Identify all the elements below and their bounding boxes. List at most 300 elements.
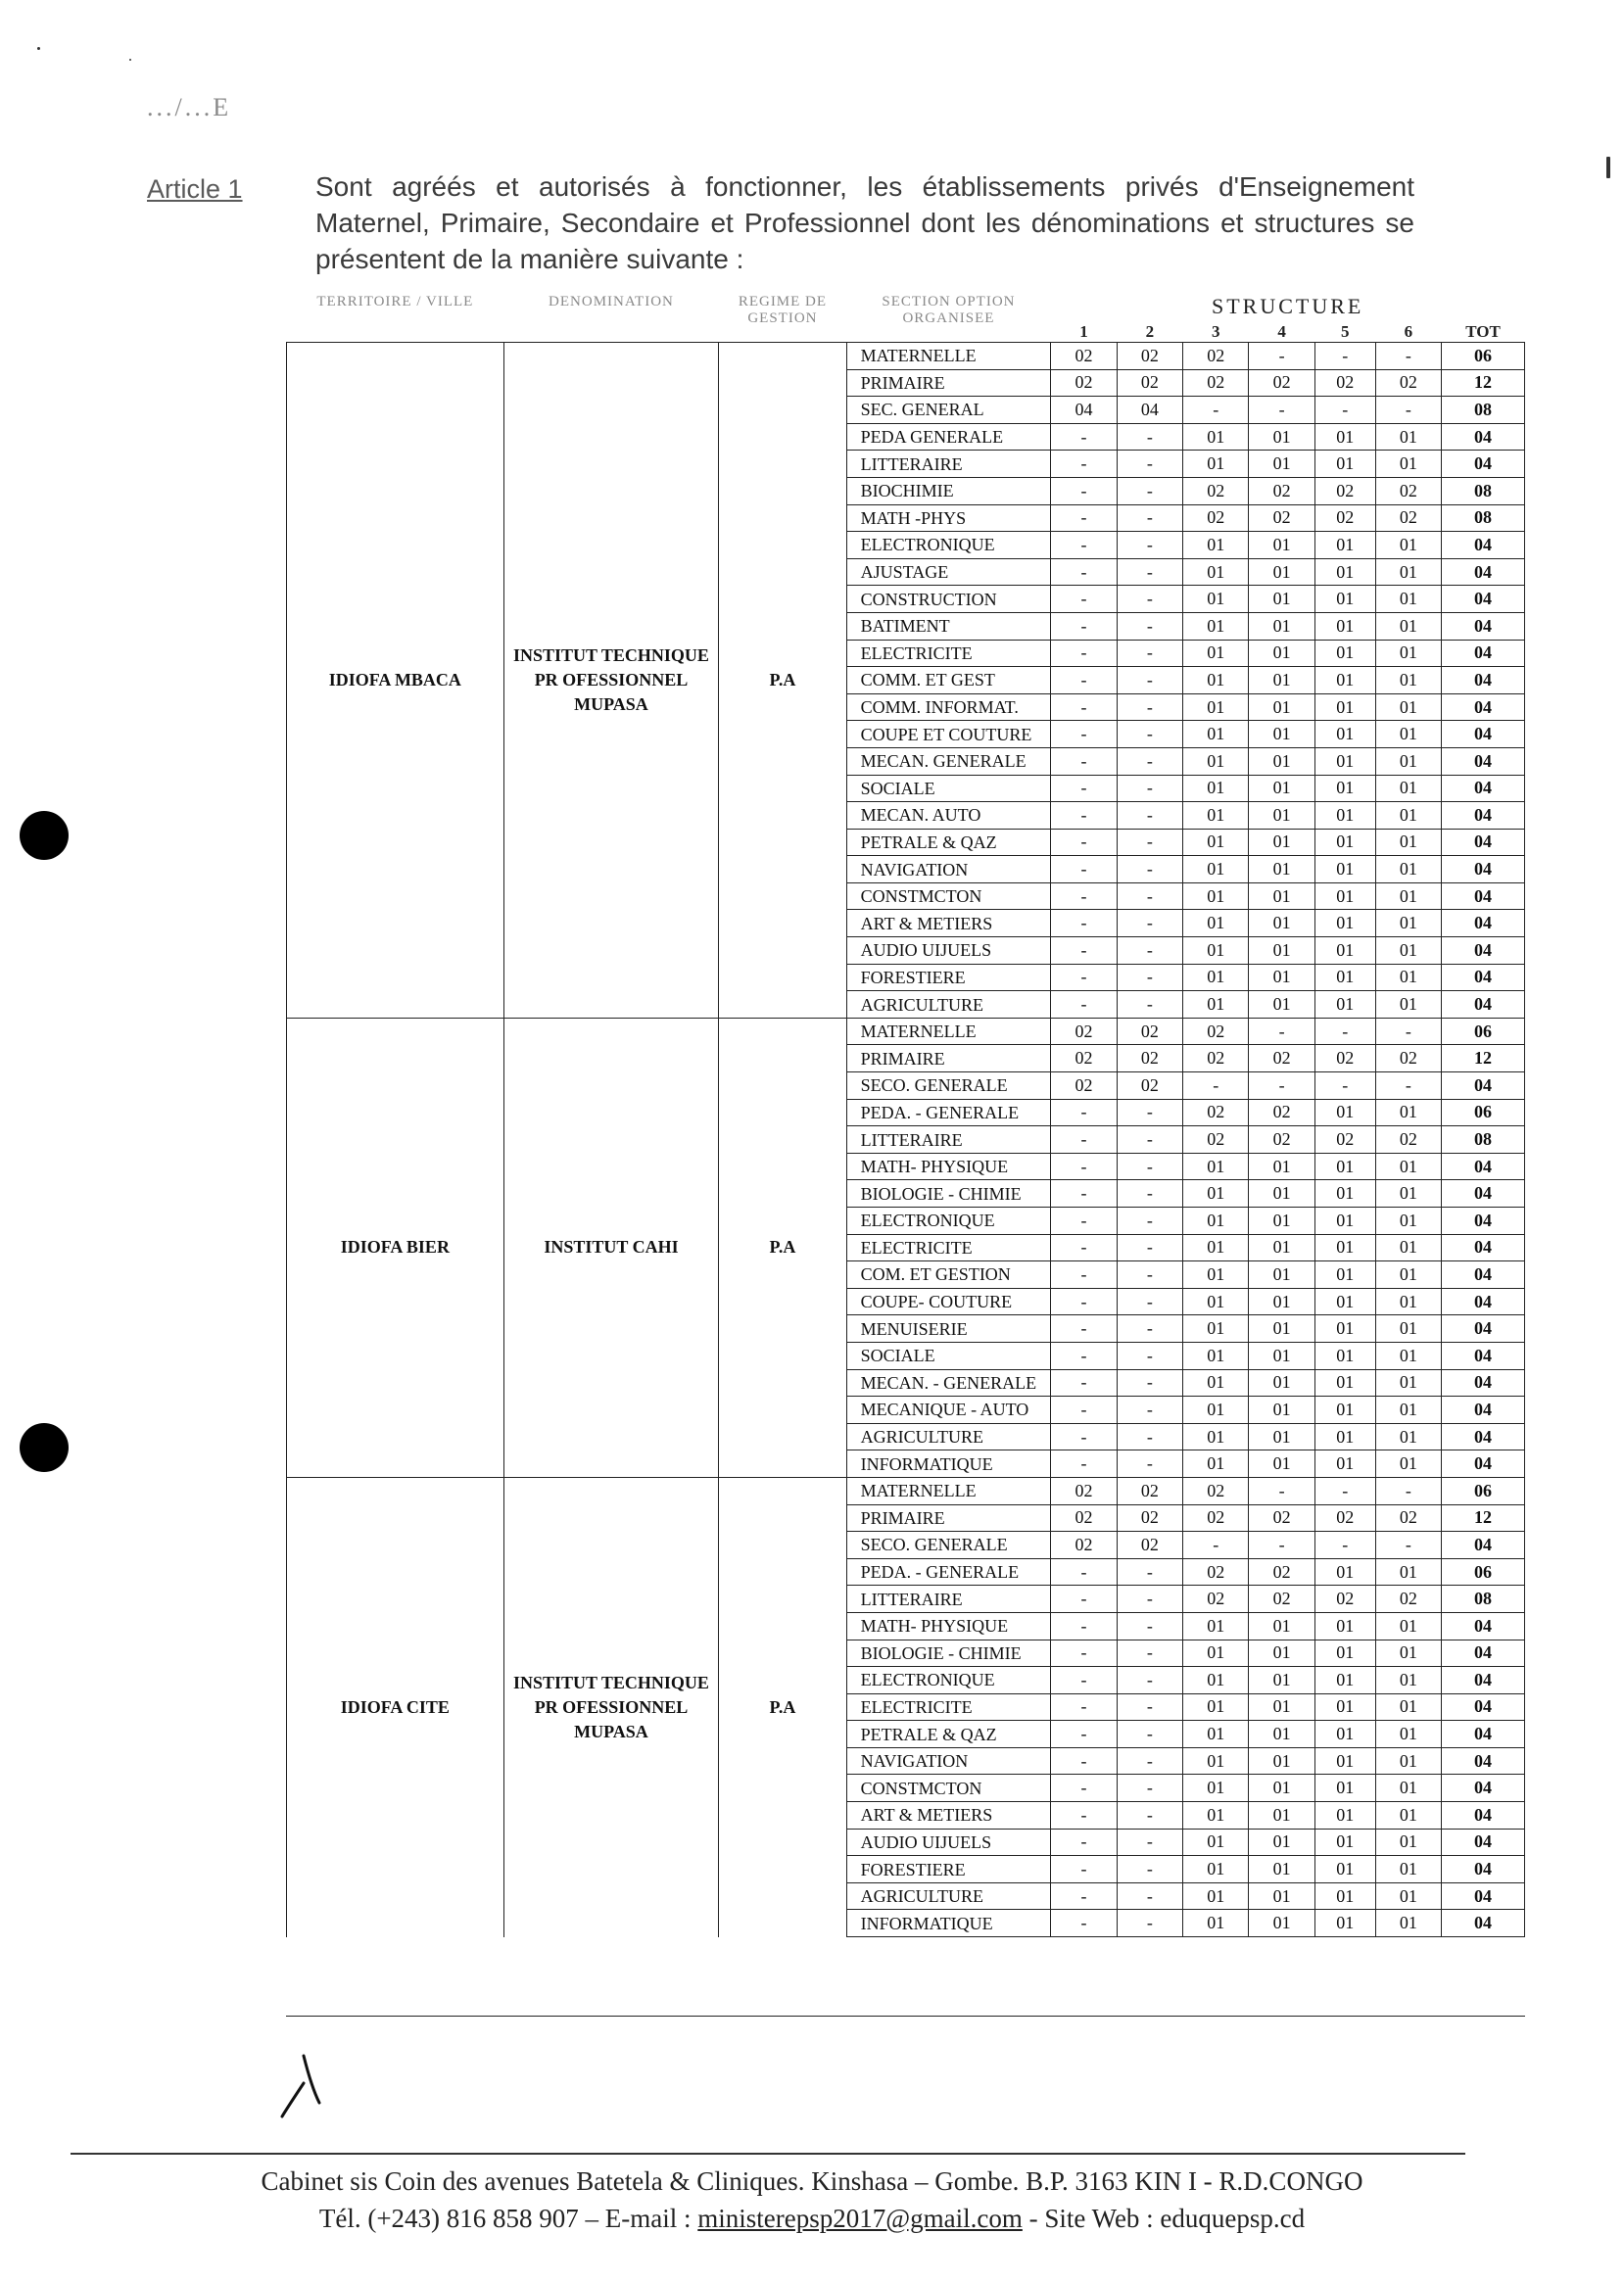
level-1-cell: - <box>1051 882 1117 910</box>
section-cell: CONSTMCTON <box>846 1775 1051 1802</box>
level-2-cell: - <box>1117 1180 1182 1208</box>
level-4-cell: 02 <box>1249 504 1314 532</box>
level-3-cell: 01 <box>1183 558 1249 586</box>
section-cell: SECO. GENERALE <box>846 1532 1051 1559</box>
level-4-cell: 01 <box>1249 1153 1314 1180</box>
level-6-cell: 01 <box>1375 1802 1441 1830</box>
table-row <box>287 343 1525 370</box>
level-3-cell: 01 <box>1183 721 1249 748</box>
section-cell: NAVIGATION <box>846 1747 1051 1775</box>
section-cell: SECO. GENERALE <box>846 1072 1051 1100</box>
total-cell: 04 <box>1442 1910 1525 1937</box>
level-1-cell: - <box>1051 991 1117 1019</box>
level-5-cell: 01 <box>1314 1612 1375 1640</box>
structure-table <box>286 294 1525 1937</box>
level-6-cell: 01 <box>1375 586 1441 613</box>
total-cell: 04 <box>1442 775 1525 802</box>
level-4-cell: 01 <box>1249 721 1314 748</box>
level-1-cell: 02 <box>1051 1532 1117 1559</box>
territoire-cell: IDIOFA MBACA <box>287 343 504 1019</box>
level-2-cell: - <box>1117 1640 1182 1667</box>
level-1-cell: - <box>1051 1721 1117 1748</box>
level-2-cell: - <box>1117 1667 1182 1694</box>
level-2-cell: 02 <box>1117 343 1182 370</box>
section-cell: AGRICULTURE <box>846 1423 1051 1450</box>
total-cell: 04 <box>1442 612 1525 640</box>
level-1-cell: - <box>1051 1099 1117 1126</box>
total-cell: 04 <box>1442 558 1525 586</box>
level-1-cell: - <box>1051 721 1117 748</box>
section-cell: COMM. ET GEST <box>846 667 1051 694</box>
section-cell: PRIMAIRE <box>846 369 1051 397</box>
level-2-cell: 02 <box>1117 1018 1182 1045</box>
level-2-cell: - <box>1117 937 1182 965</box>
level-1-cell: - <box>1051 1829 1117 1856</box>
level-6-cell: 01 <box>1375 721 1441 748</box>
level-4-cell: 01 <box>1249 1693 1314 1721</box>
level-2-cell: - <box>1117 1856 1182 1883</box>
punch-hole <box>20 1423 69 1472</box>
level-1-cell: 02 <box>1051 1477 1117 1504</box>
total-cell: 04 <box>1442 937 1525 965</box>
level-4-cell: 01 <box>1249 1315 1314 1343</box>
section-cell: PEDA. - GENERALE <box>846 1558 1051 1586</box>
level-4-cell: 01 <box>1249 1856 1314 1883</box>
footer-email-link[interactable]: ministerepsp2017@gmail.com <box>697 2204 1023 2233</box>
level-2-cell: - <box>1117 1721 1182 1748</box>
level-1-cell: - <box>1051 1369 1117 1397</box>
level-5-cell: 01 <box>1314 532 1375 559</box>
level-3-cell: 01 <box>1183 775 1249 802</box>
level-5-cell: 01 <box>1314 1180 1375 1208</box>
level-6-cell: - <box>1375 1477 1441 1504</box>
level-5-cell: 01 <box>1314 1450 1375 1478</box>
section-cell: SEC. GENERAL <box>846 397 1051 424</box>
section-cell: COM. ET GESTION <box>846 1261 1051 1289</box>
level-5-cell: 01 <box>1314 1802 1375 1830</box>
level-2-cell: - <box>1117 1802 1182 1830</box>
level-2-cell: - <box>1117 667 1182 694</box>
level-6-cell: 01 <box>1375 1397 1441 1424</box>
total-cell: 04 <box>1442 856 1525 883</box>
scan-speck <box>1606 157 1610 178</box>
section-cell: BATIMENT <box>846 612 1051 640</box>
level-6-cell: 01 <box>1375 1423 1441 1450</box>
level-4-cell: 01 <box>1249 1208 1314 1235</box>
level-6-cell: 01 <box>1375 747 1441 775</box>
level-4-cell: 01 <box>1249 1288 1314 1315</box>
level-6-cell: 02 <box>1375 1126 1441 1154</box>
section-cell: INFORMATIQUE <box>846 1450 1051 1478</box>
structure-table-wrap <box>286 294 1530 1937</box>
total-cell: 04 <box>1442 640 1525 667</box>
level-3-cell: 01 <box>1183 1802 1249 1830</box>
total-cell: 04 <box>1442 1856 1525 1883</box>
level-2-cell: - <box>1117 1558 1182 1586</box>
header-total: TOT <box>1465 322 1501 341</box>
level-3-cell: 01 <box>1183 1693 1249 1721</box>
level-2-cell: 04 <box>1117 397 1182 424</box>
total-cell: 04 <box>1442 1234 1525 1261</box>
level-4-cell: 02 <box>1249 1504 1314 1532</box>
level-4-cell: - <box>1249 1072 1314 1100</box>
level-1-cell: - <box>1051 775 1117 802</box>
section-cell: SOCIALE <box>846 1342 1051 1369</box>
level-4-cell: - <box>1249 1532 1314 1559</box>
header-level-3: 3 <box>1211 322 1220 341</box>
level-4-cell: 01 <box>1249 1747 1314 1775</box>
level-5-cell: 01 <box>1314 640 1375 667</box>
level-2-cell: 02 <box>1117 1072 1182 1100</box>
level-3-cell: 02 <box>1183 1586 1249 1613</box>
level-4-cell: 01 <box>1249 856 1314 883</box>
level-3-cell: 02 <box>1183 1045 1249 1072</box>
level-5-cell: 01 <box>1314 829 1375 856</box>
level-5-cell: 01 <box>1314 1910 1375 1937</box>
level-5-cell: 01 <box>1314 1721 1375 1748</box>
total-cell: 04 <box>1442 721 1525 748</box>
level-2-cell: - <box>1117 1234 1182 1261</box>
section-cell: COUPE- COUTURE <box>846 1288 1051 1315</box>
level-5-cell: 01 <box>1314 1747 1375 1775</box>
level-4-cell: 01 <box>1249 1180 1314 1208</box>
section-cell: MECANIQUE - AUTO <box>846 1397 1051 1424</box>
scan-speck <box>37 47 40 50</box>
level-6-cell: 01 <box>1375 1180 1441 1208</box>
section-cell: ELECTRONIQUE <box>846 1208 1051 1235</box>
level-2-cell: - <box>1117 1153 1182 1180</box>
level-6-cell: 01 <box>1375 612 1441 640</box>
total-cell: 04 <box>1442 1288 1525 1315</box>
level-3-cell: 01 <box>1183 1640 1249 1667</box>
level-1-cell: - <box>1051 1315 1117 1343</box>
level-4-cell: 01 <box>1249 693 1314 721</box>
level-1-cell: - <box>1051 586 1117 613</box>
level-2-cell: - <box>1117 747 1182 775</box>
level-3-cell: 01 <box>1183 1423 1249 1450</box>
total-cell: 04 <box>1442 1450 1525 1478</box>
level-2-cell: - <box>1117 1612 1182 1640</box>
level-3-cell: 01 <box>1183 667 1249 694</box>
total-cell: 06 <box>1442 343 1525 370</box>
table-bottom-rule <box>286 2016 1525 2017</box>
header-level-5: 5 <box>1341 322 1350 341</box>
level-1-cell: - <box>1051 1126 1117 1154</box>
level-1-cell: - <box>1051 1208 1117 1235</box>
section-cell: ELECTRICITE <box>846 1693 1051 1721</box>
section-cell: PRIMAIRE <box>846 1045 1051 1072</box>
level-3-cell: 01 <box>1183 964 1249 991</box>
level-5-cell: 02 <box>1314 477 1375 504</box>
level-5-cell: - <box>1314 343 1375 370</box>
header-territoire: TERRITOIRE / VILLE <box>316 294 474 309</box>
level-6-cell: 02 <box>1375 1504 1441 1532</box>
section-cell: MECAN. AUTO <box>846 802 1051 830</box>
level-4-cell: 01 <box>1249 1234 1314 1261</box>
level-6-cell: 01 <box>1375 1667 1441 1694</box>
level-2-cell: 02 <box>1117 1477 1182 1504</box>
level-2-cell: - <box>1117 1586 1182 1613</box>
level-5-cell: 01 <box>1314 747 1375 775</box>
total-cell: 04 <box>1442 1829 1525 1856</box>
level-5-cell: 02 <box>1314 504 1375 532</box>
level-6-cell: 01 <box>1375 1856 1441 1883</box>
level-4-cell: 01 <box>1249 802 1314 830</box>
level-6-cell: - <box>1375 1018 1441 1045</box>
level-3-cell: 01 <box>1183 1315 1249 1343</box>
level-4-cell: 01 <box>1249 1775 1314 1802</box>
level-4-cell: 01 <box>1249 558 1314 586</box>
territoire-cell: IDIOFA BIER <box>287 1018 504 1477</box>
footer-contact <box>0 2204 1624 2234</box>
level-6-cell: 01 <box>1375 423 1441 451</box>
level-3-cell: 01 <box>1183 882 1249 910</box>
level-3-cell: 01 <box>1183 1342 1249 1369</box>
footer-rule <box>71 2153 1465 2155</box>
level-3-cell: 02 <box>1183 1099 1249 1126</box>
level-6-cell: 01 <box>1375 558 1441 586</box>
level-2-cell: - <box>1117 477 1182 504</box>
level-3-cell: 01 <box>1183 1882 1249 1910</box>
section-cell: COMM. INFORMAT. <box>846 693 1051 721</box>
level-3-cell: 01 <box>1183 1234 1249 1261</box>
level-5-cell: 01 <box>1314 856 1375 883</box>
level-5-cell: 01 <box>1314 721 1375 748</box>
level-2-cell: - <box>1117 775 1182 802</box>
level-2-cell: 02 <box>1117 1045 1182 1072</box>
level-4-cell: 01 <box>1249 775 1314 802</box>
level-2-cell: - <box>1117 964 1182 991</box>
total-cell: 04 <box>1442 532 1525 559</box>
level-4-cell: 01 <box>1249 1829 1314 1856</box>
level-4-cell: 01 <box>1249 1882 1314 1910</box>
level-4-cell: 01 <box>1249 586 1314 613</box>
total-cell: 04 <box>1442 910 1525 937</box>
total-cell: 04 <box>1442 1775 1525 1802</box>
section-cell: MATH- PHYSIQUE <box>846 1612 1051 1640</box>
level-2-cell: - <box>1117 693 1182 721</box>
section-cell: COUPE ET COUTURE <box>846 721 1051 748</box>
level-5-cell: 01 <box>1314 1288 1375 1315</box>
level-6-cell: - <box>1375 1072 1441 1100</box>
section-cell: ART & METIERS <box>846 910 1051 937</box>
denomination-cell: INSTITUT TECHNIQUE PR OFESSIONNEL MUPASA <box>503 1477 719 1936</box>
total-cell: 04 <box>1442 1261 1525 1289</box>
level-3-cell: 02 <box>1183 1477 1249 1504</box>
level-1-cell: - <box>1051 1747 1117 1775</box>
level-1-cell: - <box>1051 1667 1117 1694</box>
section-cell: LITTERAIRE <box>846 1126 1051 1154</box>
total-cell: 04 <box>1442 423 1525 451</box>
level-6-cell: 02 <box>1375 369 1441 397</box>
level-5-cell: 01 <box>1314 612 1375 640</box>
level-2-cell: - <box>1117 910 1182 937</box>
total-cell: 06 <box>1442 1099 1525 1126</box>
level-2-cell: - <box>1117 882 1182 910</box>
level-3-cell: 01 <box>1183 1369 1249 1397</box>
total-cell: 12 <box>1442 1504 1525 1532</box>
level-3-cell: 01 <box>1183 829 1249 856</box>
level-5-cell: 01 <box>1314 991 1375 1019</box>
level-4-cell: 01 <box>1249 451 1314 478</box>
header-level-6: 6 <box>1404 322 1413 341</box>
level-4-cell: 01 <box>1249 1721 1314 1748</box>
level-1-cell: - <box>1051 910 1117 937</box>
level-4-cell: 01 <box>1249 1369 1314 1397</box>
level-5-cell: 01 <box>1314 1640 1375 1667</box>
level-4-cell: 01 <box>1249 1450 1314 1478</box>
section-cell: ELECTRICITE <box>846 1234 1051 1261</box>
total-cell: 04 <box>1442 1208 1525 1235</box>
level-1-cell: - <box>1051 1342 1117 1369</box>
level-6-cell: 01 <box>1375 1369 1441 1397</box>
level-2-cell: - <box>1117 802 1182 830</box>
level-6-cell: 01 <box>1375 937 1441 965</box>
level-6-cell: 01 <box>1375 1640 1441 1667</box>
level-5-cell: 01 <box>1314 667 1375 694</box>
level-1-cell: - <box>1051 747 1117 775</box>
structure-table-body <box>287 343 1525 1937</box>
level-1-cell: - <box>1051 477 1117 504</box>
level-5-cell: 02 <box>1314 1586 1375 1613</box>
level-5-cell: 01 <box>1314 1667 1375 1694</box>
level-1-cell: - <box>1051 1586 1117 1613</box>
level-5-cell: 01 <box>1314 1369 1375 1397</box>
regime-cell: P.A <box>719 343 846 1019</box>
total-cell: 04 <box>1442 1721 1525 1748</box>
level-6-cell: 01 <box>1375 910 1441 937</box>
total-cell: 08 <box>1442 504 1525 532</box>
level-6-cell: 01 <box>1375 640 1441 667</box>
level-6-cell: 01 <box>1375 693 1441 721</box>
section-cell: PEDA GENERALE <box>846 423 1051 451</box>
total-cell: 04 <box>1442 991 1525 1019</box>
level-1-cell: - <box>1051 964 1117 991</box>
level-1-cell: - <box>1051 856 1117 883</box>
level-3-cell: 02 <box>1183 1018 1249 1045</box>
level-4-cell: 01 <box>1249 937 1314 965</box>
level-1-cell: - <box>1051 667 1117 694</box>
section-cell: LITTERAIRE <box>846 451 1051 478</box>
total-cell: 04 <box>1442 1882 1525 1910</box>
total-cell: 04 <box>1442 1747 1525 1775</box>
header-level-1: 1 <box>1079 322 1088 341</box>
level-6-cell: 01 <box>1375 802 1441 830</box>
section-cell: LITTERAIRE <box>846 1586 1051 1613</box>
level-4-cell: 01 <box>1249 1640 1314 1667</box>
level-3-cell: 01 <box>1183 937 1249 965</box>
level-1-cell: - <box>1051 1558 1117 1586</box>
scan-speck <box>129 59 131 61</box>
table-row <box>287 1477 1525 1504</box>
header-structure: STRUCTURE <box>1211 294 1364 318</box>
section-cell: ELECTRONIQUE <box>846 1667 1051 1694</box>
level-3-cell: 01 <box>1183 423 1249 451</box>
total-cell: 04 <box>1442 1640 1525 1667</box>
level-6-cell: 01 <box>1375 451 1441 478</box>
section-cell: FORESTIERE <box>846 964 1051 991</box>
level-6-cell: 01 <box>1375 1099 1441 1126</box>
page-mark: .../...E <box>147 93 232 121</box>
level-6-cell: 01 <box>1375 1208 1441 1235</box>
level-1-cell: - <box>1051 1450 1117 1478</box>
level-1-cell: 02 <box>1051 1504 1117 1532</box>
level-5-cell: 01 <box>1314 451 1375 478</box>
level-4-cell: 01 <box>1249 667 1314 694</box>
level-4-cell: 02 <box>1249 1126 1314 1154</box>
level-1-cell: - <box>1051 1693 1117 1721</box>
level-1-cell: - <box>1051 1423 1117 1450</box>
total-cell: 04 <box>1442 667 1525 694</box>
level-1-cell: - <box>1051 802 1117 830</box>
level-6-cell: 01 <box>1375 1882 1441 1910</box>
section-cell: ART & METIERS <box>846 1802 1051 1830</box>
total-cell: 04 <box>1442 451 1525 478</box>
level-4-cell: 02 <box>1249 1586 1314 1613</box>
level-1-cell: - <box>1051 1288 1117 1315</box>
level-3-cell: 01 <box>1183 532 1249 559</box>
total-cell: 04 <box>1442 964 1525 991</box>
level-5-cell: 01 <box>1314 558 1375 586</box>
level-5-cell: 01 <box>1314 1208 1375 1235</box>
level-1-cell: 02 <box>1051 369 1117 397</box>
level-2-cell: - <box>1117 612 1182 640</box>
level-1-cell: - <box>1051 558 1117 586</box>
section-cell: AUDIO UIJUELS <box>846 1829 1051 1856</box>
level-1-cell: - <box>1051 1180 1117 1208</box>
level-2-cell: - <box>1117 586 1182 613</box>
punch-hole <box>20 811 69 860</box>
level-5-cell: 01 <box>1314 802 1375 830</box>
level-5-cell: 01 <box>1314 1558 1375 1586</box>
level-5-cell: 01 <box>1314 937 1375 965</box>
level-6-cell: 01 <box>1375 1288 1441 1315</box>
level-5-cell: 01 <box>1314 1423 1375 1450</box>
level-3-cell: 01 <box>1183 1288 1249 1315</box>
level-6-cell: 02 <box>1375 1045 1441 1072</box>
level-5-cell: - <box>1314 397 1375 424</box>
section-cell: MATH- PHYSIQUE <box>846 1153 1051 1180</box>
level-4-cell: 01 <box>1249 964 1314 991</box>
section-cell: ELECTRICITE <box>846 640 1051 667</box>
level-3-cell: 01 <box>1183 1910 1249 1937</box>
section-cell: SOCIALE <box>846 775 1051 802</box>
level-3-cell: 02 <box>1183 1558 1249 1586</box>
section-cell: AGRICULTURE <box>846 991 1051 1019</box>
level-6-cell: 02 <box>1375 477 1441 504</box>
level-4-cell: 01 <box>1249 882 1314 910</box>
level-1-cell: 04 <box>1051 397 1117 424</box>
level-1-cell: - <box>1051 451 1117 478</box>
total-cell: 04 <box>1442 1532 1525 1559</box>
section-cell: FORESTIERE <box>846 1856 1051 1883</box>
level-3-cell: 01 <box>1183 1775 1249 1802</box>
level-5-cell: 01 <box>1314 1153 1375 1180</box>
level-2-cell: - <box>1117 1261 1182 1289</box>
level-1-cell: - <box>1051 1261 1117 1289</box>
level-6-cell: 01 <box>1375 532 1441 559</box>
level-4-cell: 01 <box>1249 1910 1314 1937</box>
level-5-cell: 01 <box>1314 1261 1375 1289</box>
level-3-cell: 01 <box>1183 1153 1249 1180</box>
level-3-cell: 01 <box>1183 1829 1249 1856</box>
section-cell: BIOCHIMIE <box>846 477 1051 504</box>
level-6-cell: 01 <box>1375 1450 1441 1478</box>
total-cell: 08 <box>1442 397 1525 424</box>
level-1-cell: - <box>1051 829 1117 856</box>
level-5-cell: 02 <box>1314 1126 1375 1154</box>
level-2-cell: - <box>1117 1450 1182 1478</box>
